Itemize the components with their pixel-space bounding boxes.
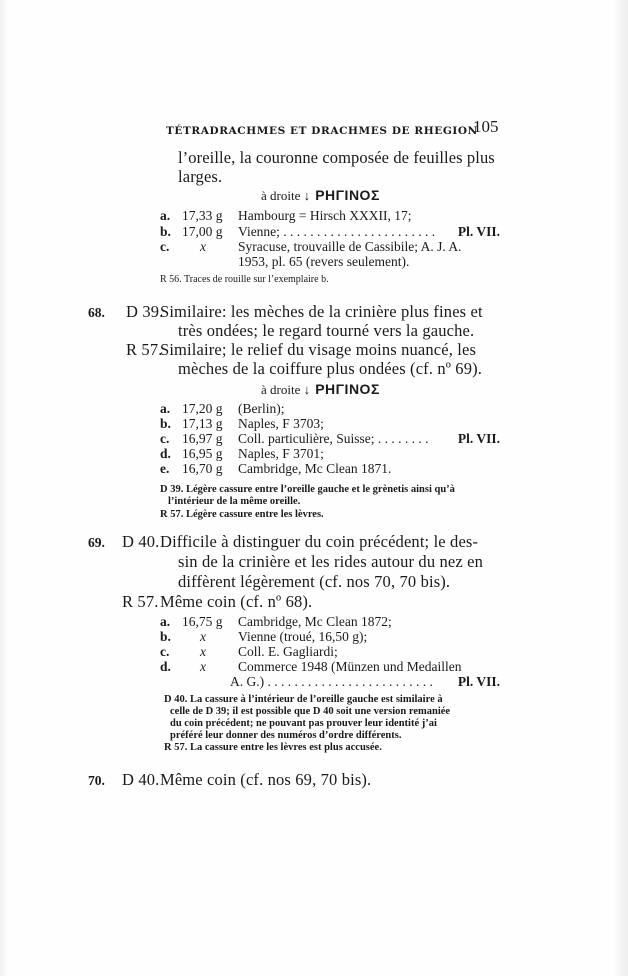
- obverse-description: Même coin (cf. nos 69, 70 bis).: [160, 770, 372, 789]
- specimen-row-continuation: A. G.) . . . . . . . . . . . . . . . . . . . . . . . . . Pl. VII.: [230, 674, 500, 689]
- plate-ref: Pl. VII.: [457, 674, 500, 689]
- footnote: D 40. La cassure à l’intérieur de l’oreille gauche est similaire à: [164, 694, 443, 705]
- footnote: R 56. Traces de rouille sur l’exemplaire b.: [160, 274, 329, 285]
- specimen-row: d. x Commerce 1948 (Münzen und Medaillen: [160, 659, 462, 674]
- specimen-row-continuation: 1953, pl. 65 (revers seulement).: [238, 254, 410, 269]
- obverse-description: Similaire: les mèches de la crinière plus fines et: [160, 302, 483, 321]
- specimen-row: a. 16,75 g Cambridge, Mc Clean 1872;: [160, 614, 392, 629]
- legend-line: [261, 379, 380, 398]
- scan-shadow-right: [614, 0, 628, 976]
- specimen-row: a. 17,33 g Hambourg = Hirsch XXXII, 17;: [160, 208, 412, 223]
- legend-prefix: à droite ↓: [261, 188, 311, 203]
- legend-line: [261, 185, 380, 204]
- obverse-code: D 40.: [122, 532, 160, 551]
- footnote: celle de D 39; il est possible que D 40 soit une version remaniée: [170, 706, 451, 717]
- footnote: préféré leur donner des numéros d’ordre différents.: [170, 730, 402, 741]
- continuation-line-2: larges.: [178, 167, 223, 186]
- specimen-row: b. x Vienne (troué, 16,50 g);: [160, 629, 368, 644]
- entry-number: 70.: [88, 773, 105, 788]
- reverse-description: Similaire; le relief du visage moins nuancé, les: [160, 340, 477, 359]
- page-number: 105: [473, 117, 499, 136]
- obverse-code: D 39.: [126, 302, 164, 321]
- greek-legend: ΡΗΓΙΝΟΣ: [315, 381, 380, 397]
- specimen-row: a. 17,20 g (Berlin);: [160, 401, 285, 416]
- plate-ref: Pl. VII.: [457, 224, 500, 239]
- footnote: l’intérieur de la même oreille.: [168, 496, 301, 507]
- entry-number: 69.: [88, 535, 105, 550]
- specimen-row: b. 17,13 g Naples, F 3703;: [160, 416, 324, 431]
- reverse-description: Même coin (cf. nº 68).: [160, 592, 313, 611]
- entry-number: 68.: [88, 305, 105, 320]
- specimen-row: c. 16,97 g Coll. particulière, Suisse; . . . . . . . . Pl. VII.: [160, 431, 500, 446]
- specimen-row: b. 17,00 g Vienne; . . . . . . . . . . . . . . . . . . . . . . . Pl. VII.: [160, 224, 500, 239]
- specimen-row: d. 16,95 g Naples, F 3701;: [160, 446, 324, 461]
- plate-ref: Pl. VII.: [457, 431, 500, 446]
- obverse-description: diffèrent légèrement (cf. nos 70, 70 bis).: [178, 572, 451, 591]
- specimen-row: c. x Coll. E. Gagliardi;: [160, 644, 338, 659]
- obverse-code: D 40.: [122, 770, 160, 789]
- footnote: D 39. Légère cassure entre l’oreille gauche et le grènetis ainsi qu’à: [160, 484, 455, 495]
- legend-prefix: à droite ↓: [261, 382, 311, 397]
- footnote: du coin précédent; ne pouvant pas prouver leur identité j’ai: [170, 718, 437, 729]
- footnote: R 57. Légère cassure entre les lèvres.: [160, 509, 324, 520]
- obverse-description: très ondées; le regard tourné vers la gauche.: [178, 321, 475, 340]
- specimen-row: c. x Syracuse, trouvaille de Cassibile; A. J. A.: [160, 239, 462, 254]
- footnote: R 57. La cassure entre les lèvres est plus accusée.: [164, 742, 382, 753]
- specimen-row: e. 16,70 g Cambridge, Mc Clean 1871.: [160, 461, 392, 476]
- obverse-description: Difficile à distinguer du coin précédent; le des-: [160, 532, 479, 551]
- obverse-description: sin de la crinière et les rides autour du nez en: [178, 552, 483, 571]
- running-title: TÉTRADRACHMES ET DRACHMES DE RHEGION: [166, 125, 478, 137]
- reverse-description: mèches de la coiffure plus ondées (cf. nº 69).: [178, 359, 483, 378]
- continuation-line-1: l’oreille, la couronne composée de feuilles plus: [178, 148, 495, 167]
- reverse-code: R 57.: [126, 340, 163, 359]
- scan-shadow-left: [0, 0, 8, 976]
- greek-legend: ΡΗΓΙΝΟΣ: [315, 187, 380, 203]
- reverse-code: R 57.: [122, 592, 159, 611]
